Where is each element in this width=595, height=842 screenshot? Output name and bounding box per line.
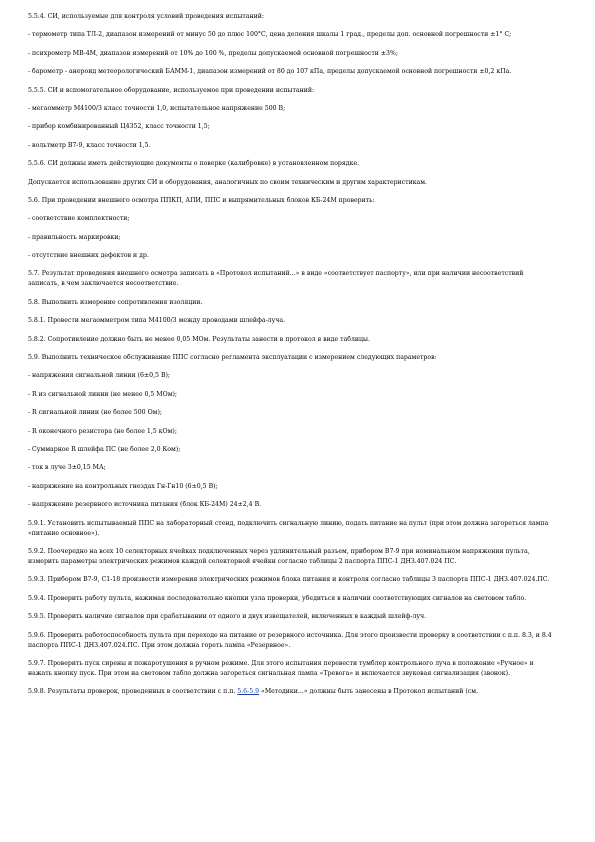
- paragraph-8: [28, 141, 554, 151]
- paragraph-text: 5.7. Результат проведения внешнего осмотра записать в «Протокол испытаний...» в виде «соответствует паспорту», или при наличии несоответствий записать, в чем заключается несоответствие.: [28, 270, 524, 288]
- paragraph-text: 5.9. Выполнить техническое обслуживание ППС согласно регламента эксплуатации с измерением следующих параметров:: [28, 354, 437, 362]
- paragraph-text: - правильность маркировки;: [28, 233, 121, 241]
- paragraph-12: [28, 214, 554, 224]
- paragraph-27: [28, 500, 554, 510]
- paragraph-11: [28, 196, 554, 206]
- paragraph-text: Допускается использование других СИ и оборудования, аналогичных по своим техническим и другим характеристикам.: [28, 178, 428, 186]
- paragraph-text: 5.9.4. Проверить работу пульта, нажимая последовательно кнопки узла проверки, убедиться в наличии соответствующих сигналов на световом табло.: [28, 594, 527, 602]
- paragraph-17: [28, 316, 554, 326]
- paragraph-text: 5.9.5. Проверить наличие сигналов при срабатывании от одного и двух извещателей, включенных в каждый шлейф-луч.: [28, 613, 427, 621]
- paragraph-35: [28, 687, 554, 697]
- paragraph-text: 5.9.7. Проверить пуск сирены и пожаротушения в ручном режиме. Для этого испытания перевести тумблер контрольного луча в положение «Ручное» и нажать кнопку пуск. При этом на световом табло должна загореться сигнальная лампа «Тревога» и включается звуковая сигнализация (звонок).: [28, 659, 534, 677]
- paragraph-text: 5.9.6. Проверить работоспособность пульта при переходе на питание от резервного источника. Для этого произвести проверку в соответствии с п.п. 8.3, и 8.4 паспорта ППС-1 ДНЗ.407.024.ПС. При этом должна гореть лампа «Резервное».: [28, 631, 552, 649]
- paragraph-34: [28, 659, 554, 679]
- paragraph-32: [28, 612, 554, 622]
- paragraph-text: - ток в луче 3±0,15 МА;: [28, 464, 106, 472]
- paragraph-4: [28, 67, 554, 77]
- paragraph-text: - Суммарное R шлейфа ПС (не более 2,0 Ком);: [28, 445, 181, 453]
- paragraph-text: - соответствие комплектности;: [28, 215, 130, 223]
- paragraph-text: 5.5.4. СИ, используемые для контроля условий проведения испытаний:: [28, 13, 264, 20]
- paragraph-26: [28, 482, 554, 492]
- paragraph-text: - напряжение резервного источника питания (блок КБ-24М) 24±2,4 В.: [28, 501, 262, 509]
- paragraph-15: [28, 269, 554, 289]
- paragraph-text: - психрометр МВ-4М, диапазон измерений от 10% до 100 %, пределы допускаемой основной погрешности ±3%;: [28, 49, 398, 57]
- paragraph-2: [28, 30, 554, 40]
- paragraph-21: [28, 390, 554, 400]
- paragraph-6: [28, 104, 554, 114]
- paragraph-text: 5.8. Выполнить измерение сопротивления изоляции.: [28, 298, 203, 306]
- paragraph-text: - R из сигнальной линии (не менее 0,5 МОм);: [28, 390, 178, 398]
- paragraph-text: - мегаомметр М4100/3 класс точности 1,0, испытательное напряжение 500 В;: [28, 104, 286, 112]
- paragraph-text-after-link: «Методики...» должны быть занесены в Протокол испытаний (см.: [259, 688, 479, 696]
- paragraph-text: - отсутствие внешних дефектов и др.: [28, 252, 149, 260]
- paragraph-3: [28, 49, 554, 59]
- paragraph-31: [28, 594, 554, 604]
- paragraph-text: - барометр - анероид метеорологический БАММ-1, диапазон измерений от 80 до 107 кПа, пределы допускаемой основной погрешности ±0,2 кПа.: [28, 68, 512, 76]
- paragraph-text: 5.5.6. СИ должны иметь действующие документы о поверке (калибровке) в установленном порядке.: [28, 160, 360, 168]
- paragraph-text: 5.8.1. Провести мегаомметром типа М4100/3 между проводами шлейфа-луча.: [28, 317, 286, 325]
- paragraph-16: [28, 298, 554, 308]
- paragraph-text: - напряжение на контрольных гнездах Гн-Гн10 (6±0,5 В);: [28, 482, 218, 490]
- paragraph-7: [28, 122, 554, 132]
- document-page: [28, 12, 554, 706]
- paragraph-30: [28, 575, 554, 585]
- paragraph-18: [28, 335, 554, 345]
- paragraph-text: 5.6. При проведении внешнего осмотра ППКП, АПИ, ППС и выпрямительных блоков КБ-24М проверить:: [28, 196, 375, 204]
- section-reference-link[interactable]: 5.6-5.9: [237, 688, 260, 696]
- paragraph-24: [28, 445, 554, 455]
- paragraph-text: - R сигнальной линии (не более 500 Ом);: [28, 409, 162, 417]
- paragraph-text: - R оконечного резистора (не более 1,5 кОм);: [28, 427, 177, 435]
- paragraph-33: [28, 631, 554, 651]
- paragraph-text: 5.9.2. Поочередно на всех 10 селекторных ячейках подключенных через удлинительный разъем, прибором В7-9 при номинальном напряжении пульта, измерить параметры электрических режимов каждой селекторной ячейки согласно таблицы 2 паспорта ППС-1 ДНЗ.407.024 ПС.: [28, 547, 530, 565]
- paragraph-text: 5.5.5. СИ и вспомогательное оборудование, используемое при проведении испытаний:: [28, 86, 315, 94]
- paragraph-14: [28, 251, 554, 261]
- paragraph-29: [28, 547, 554, 567]
- paragraph-text: 5.9.1. Установить испытываемый ППС на лабораторный стенд, подключить сигнальную линию, подать питание на пульт (при этом должна загореться лампа «питание основное»).: [28, 519, 549, 537]
- paragraph-text: - вольтметр В7-9, класс точности 1,5.: [28, 141, 151, 149]
- paragraph-5: [28, 86, 554, 96]
- paragraph-28: [28, 519, 554, 539]
- paragraph-text: - прибор комбинированный Ц4352, класс точности 1,5;: [28, 123, 210, 131]
- paragraph-23: [28, 427, 554, 437]
- paragraph-text: 5.8.2. Сопротивление должно быть не менее 0,05 МОм. Результаты занести в протокол в виде таблицы.: [28, 335, 370, 343]
- paragraph-text: - напряжения сигнальной линии (6±0,5 В);: [28, 372, 170, 380]
- paragraph-9: [28, 159, 554, 169]
- paragraph-1: [28, 12, 554, 22]
- paragraph-25: [28, 463, 554, 473]
- paragraph-text: 5.9.8. Результаты проверок, проведенных в соответствии с п.п.: [28, 688, 238, 696]
- paragraph-text: - термометр типа ТЛ-2, диапазон измерений от минус 50 до плюс 100°С, цена деления шкалы 1 град., пределы доп. основной погрешности ±1° С;: [28, 31, 512, 39]
- paragraph-22: [28, 408, 554, 418]
- paragraph-19: [28, 353, 554, 363]
- paragraph-20: [28, 371, 554, 381]
- paragraph-13: [28, 233, 554, 243]
- paragraph-10: [28, 178, 554, 188]
- paragraph-text: 5.9.3. Прибором В7-9, С1-18 произвести измерения электрических режимов блока питания и контроля согласно таблицы 3 паспорта ППС-1 ДНЗ.407.024.ПС.: [28, 576, 550, 584]
